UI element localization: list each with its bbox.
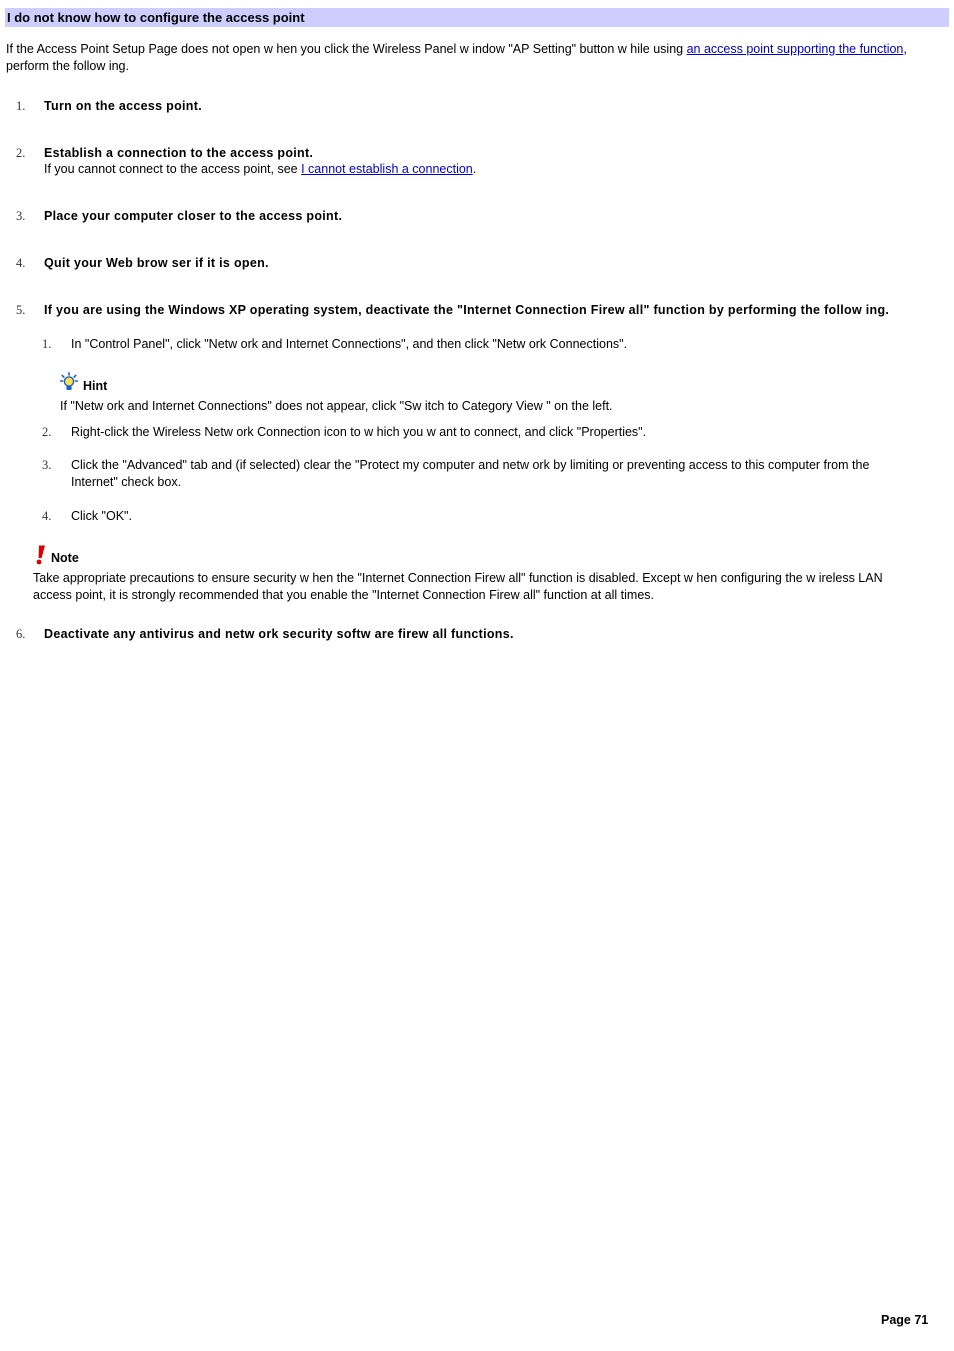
hint-text: If "Netw ork and Internet Connections" does not appear, click "Sw itch to Category View " on the left.	[60, 399, 613, 413]
note-line1: Take appropriate precautions to ensure security w hen the "Internet Connection Firew all" function is disabled. Except w hen configuring the w ireless LAN	[33, 571, 883, 585]
step-number: 5.	[16, 303, 26, 317]
substep-4-text: Click "OK".	[71, 509, 132, 523]
substep-number: 4.	[42, 509, 52, 523]
title-bar	[5, 8, 949, 27]
intro-text: If the Access Point Setup Page does not open w hen you click the Wireless Panel w indow "AP Setting" button w hile using	[6, 42, 687, 56]
step-number: 2.	[16, 146, 26, 160]
step-2-detail	[44, 161, 476, 178]
step-2-detail-period: .	[472, 162, 477, 176]
step-6-text: Deactivate any antivirus and netw ork security softw are firew all functions.	[44, 627, 514, 641]
substep-3-line1: Click the "Advanced" tab and (if selected) clear the "Protect my computer and netw ork by limiting or preventing access to this computer from the	[71, 458, 870, 472]
substep-1-text: In "Control Panel", click "Netw ork and Internet Connections", and then click "Netw ork Connections".	[71, 337, 628, 351]
substep-2-text: Right-click the Wireless Netw ork Connection icon to w hich you w ant to connect, and click "Properties".	[71, 425, 647, 439]
intro-paragraph	[6, 41, 950, 75]
step-number: 3.	[16, 209, 26, 223]
page-number: Page 71	[881, 1313, 929, 1327]
page-title: I do not know how to configure the access point	[7, 10, 305, 25]
note-line2: access point, it is strongly recommended that you enable the "Internet Connection Firew all" function at all times.	[33, 588, 654, 602]
step-number: 4.	[16, 256, 26, 270]
substep-number: 3.	[42, 458, 52, 472]
step-2-detail-text: If you cannot connect to the access point, see	[44, 162, 302, 176]
step-4-text: Quit your Web brow ser if it is open.	[44, 256, 269, 270]
substep-3-line2: Internet" check box.	[71, 475, 182, 489]
substep-number: 2.	[42, 425, 52, 439]
step-1-text: Turn on the access point.	[44, 99, 202, 113]
supporting-ap-link[interactable]: an access point supporting the function	[686, 42, 904, 56]
substep-number: 1.	[42, 337, 52, 351]
step-5-text: If you are using the Windows XP operating system, deactivate the "Internet Connection Firew all" function by performing the follow ing.	[44, 303, 890, 317]
lightbulb-icon	[60, 372, 78, 391]
cannot-connect-link[interactable]: I cannot establish a connection	[301, 162, 473, 176]
intro-comma: ,	[903, 42, 907, 56]
step-number: 1.	[16, 99, 26, 113]
step-number: 6.	[16, 627, 26, 641]
note-text	[33, 570, 933, 604]
step-2-text: Establish a connection to the access point.	[44, 146, 314, 160]
substep-3-text	[71, 457, 941, 491]
hint-label: Hint	[83, 379, 108, 393]
intro-text-line2: perform the follow ing.	[6, 59, 129, 73]
exclamation-icon	[34, 545, 46, 565]
note-label: Note	[51, 551, 79, 565]
step-3-text: Place your computer closer to the access point.	[44, 209, 343, 223]
